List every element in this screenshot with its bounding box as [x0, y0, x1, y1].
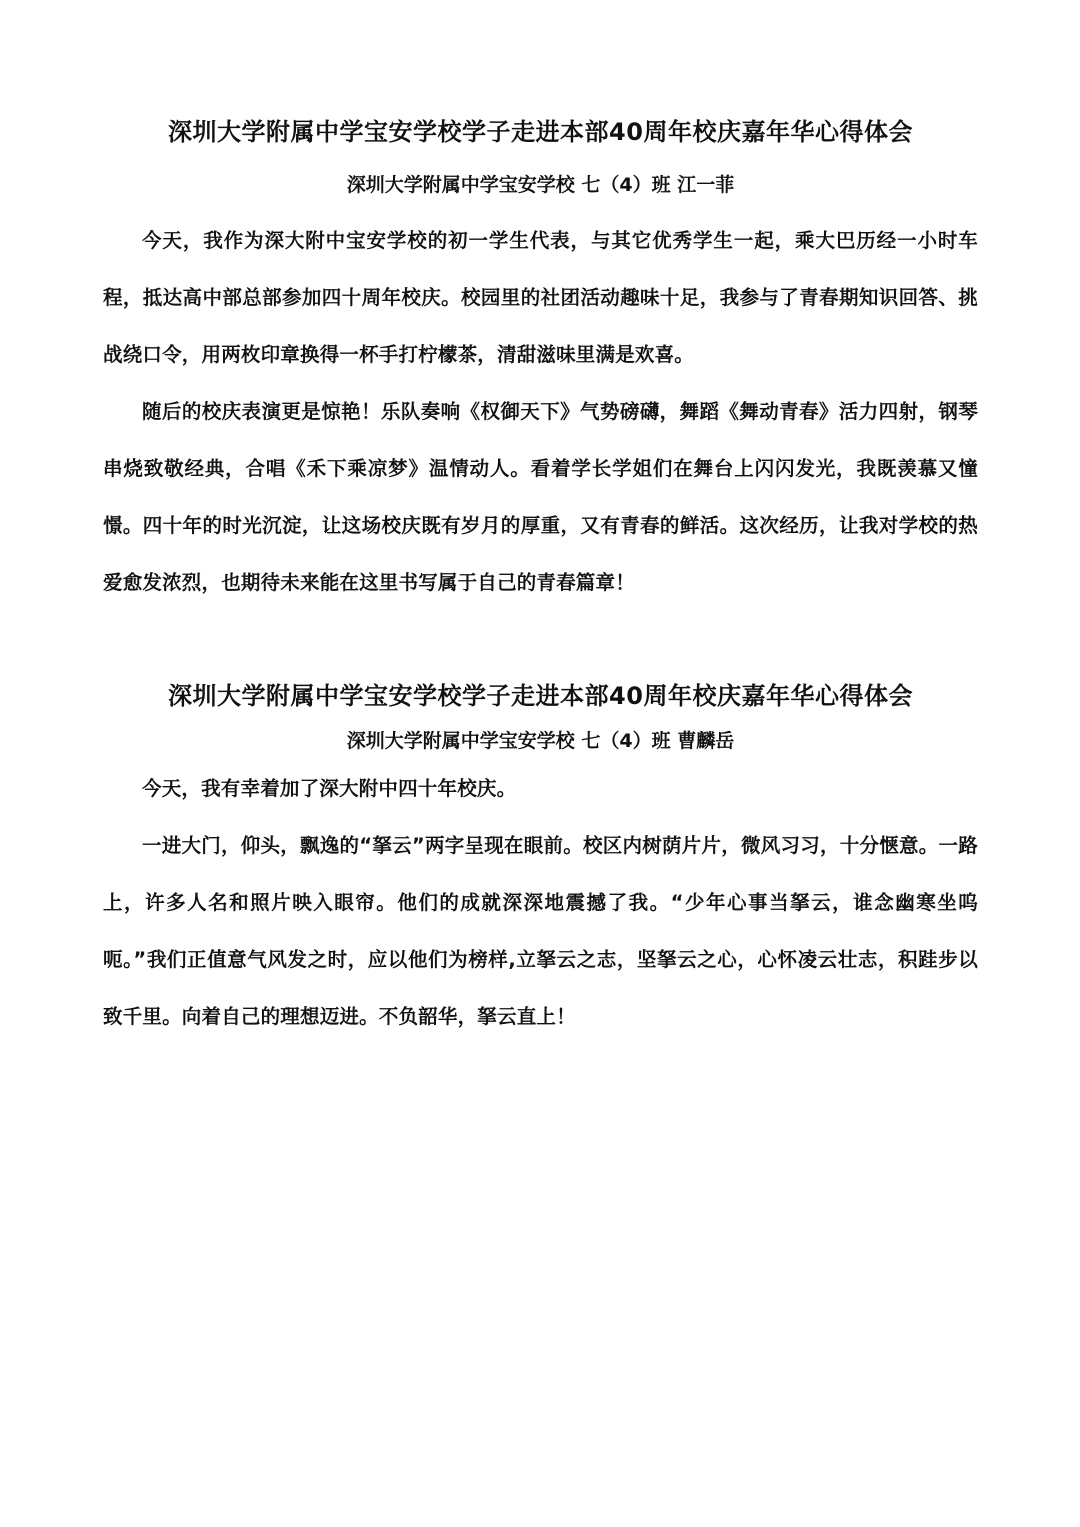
article-byline: 深圳大学附属中学宝安学校 七（4）班 江一菲 — [346, 174, 735, 196]
article-title: 深圳大学附属中学宝安学校学子走进本部40周年校庆嘉年华心得体会 — [168, 682, 913, 710]
article-title: 深圳大学附属中学宝安学校学子走进本部40周年校庆嘉年华心得体会 — [168, 118, 913, 146]
article-paragraph: 今天，我作为深大附中宝安学校的初一学生代表，与其它优秀学生一起，乘大巴历经一小时车程，抵达高中部总部参加四十周年校庆。校园里的社团活动趣味十足，我参与了青春期知识回答、挑战绕口令，用两枚印章换得一杯手打柠檬茶，清甜滋味里满是欢喜。 — [103, 229, 978, 366]
article-cao-linyue — [103, 676, 978, 1045]
article-paragraph: 随后的校庆表演更是惊艳！乐队奏响《权御天下》气势磅礴，舞蹈《舞动青春》活力四射，钢琴串烧致敬经典，合唱《禾下乘凉梦》温情动人。看着学长学姐们在舞台上闪闪发光，我既羡慕又憧憬。四十年的时光沉淀，让这场校庆既有岁月的厚重，又有青春的鲜活。这次经历，让我对学校的热爱愈发浓烈，也期待未来能在这里书写属于自己的青春篇章！ — [103, 400, 978, 594]
article-paragraph: 今天，我有幸着加了深大附中四十年校庆。 — [142, 777, 517, 800]
article-paragraph: 一进大门，仰头，飘逸的“拏云”两字呈现在眼前。校区内树荫片片，微风习习，十分惬意。一路上，许多人名和照片映入眼帘。他们的成就深深地震撼了我。“少年心事当拏云，谁念幽寒坐呜呃。”我们正值意气风发之时，应以他们为榜样,立拏云之志，坚拏云之心，心怀凌云壮志，积跬步以致千里。向着自己的理想迈进。不负韶华，拏云直上！ — [103, 834, 978, 1028]
article-jiang-yifei — [103, 112, 978, 611]
article-byline: 深圳大学附属中学宝安学校 七（4）班 曹麟岳 — [346, 730, 735, 752]
